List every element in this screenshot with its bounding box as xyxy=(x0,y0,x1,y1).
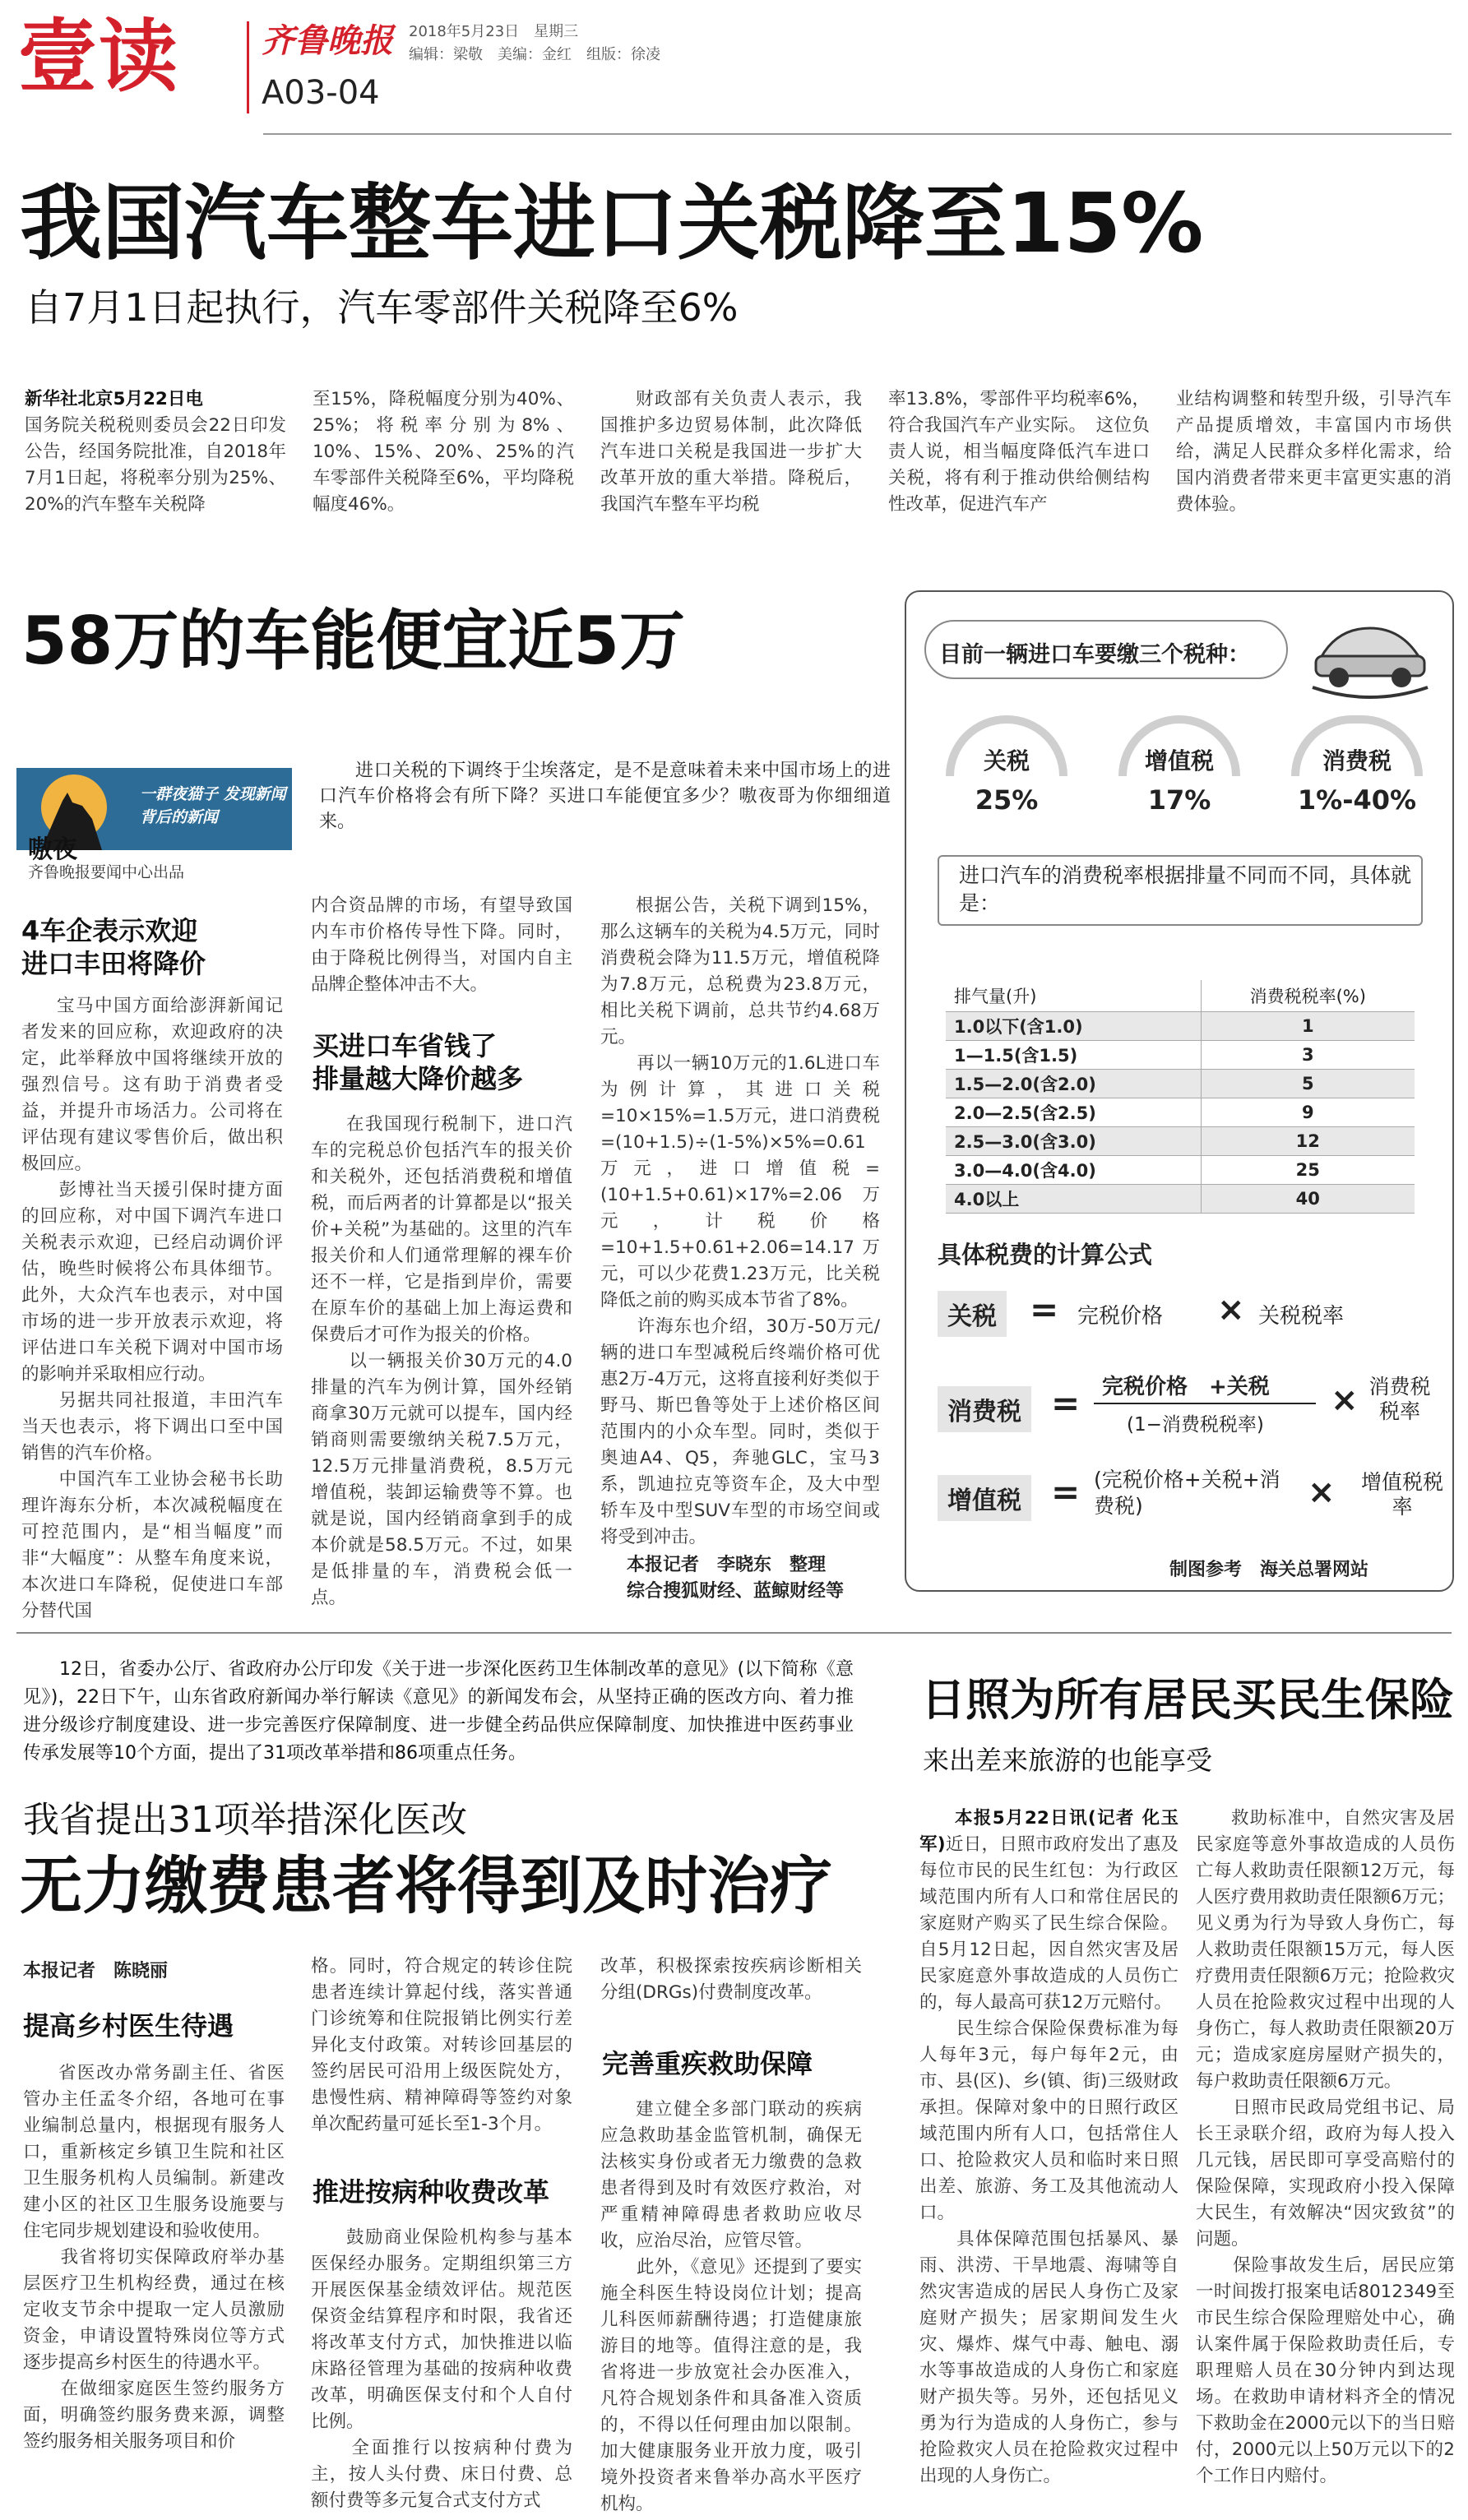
section-rule xyxy=(16,1632,1452,1634)
consumption-tax-table xyxy=(946,980,1415,1214)
table-row: 3.0—4.0(含4.0) 25 xyxy=(946,1155,1415,1184)
column-name: 嗷夜 xyxy=(28,835,77,864)
story1-headline: 我国汽车整车进口关税降至15% xyxy=(20,175,1204,271)
story2-headline: 58万的车能便宜近5万 xyxy=(21,603,685,679)
story1-subhead: 自7月1日起执行，汽车零部件关税降至6% xyxy=(25,285,739,330)
story3-col2b: 鼓励商业保险机构参与基本医保经办服务。定期组织第三方开展医保基金绩效评估。规范医保资金结算程序和时限，我省还将改革支付方式，加快推进以临床路径管理为基础的按病种收费改革，明确医保支付和个人自付比例。 全面推行以按病种付费为主，按人头付费、床日付费、总额付费等多元复合式支付方式 xyxy=(311,2227,572,2511)
story2-byline2: 综合搜狐财经、蓝鲸财经等 xyxy=(627,1581,845,1602)
dateline: 新华社北京5月22日电 xyxy=(25,389,203,409)
story3-col1: 省医改办常务副主任、省医管办主任孟冬介绍，各地可在事业编制总量内，根据现有服务人口，重新核定乡镇卫生院和社区卫生服务机构人员编制。新建改建小区的社区卫生服务设施要与住宅同步规划建设和验收使用。 我省将切实保障政府举办基层医疗卫生机构经费，通过在核定收支节余中提取一定人员激励资金，申请设置特殊岗位等方式逐步提高乡村医生的待遇水平。 在做细家庭医生签约服务方面，明确签约服务费来源，调整签约服务相关服务项目和价 xyxy=(23,2063,285,2452)
car-hand-icon xyxy=(1304,608,1436,699)
masthead-rule xyxy=(263,133,1452,135)
table-row: 1.0以下(含1.0) 1 xyxy=(946,1011,1415,1040)
table-row: 4.0以上 40 xyxy=(946,1184,1415,1213)
tax-card-vat: 增值税 17% xyxy=(1118,715,1240,816)
paper-logo: 齐鲁晚报 xyxy=(262,21,393,60)
story3-byline: 本报记者 陈晓丽 xyxy=(23,1961,169,1981)
formula-consumption: 消费税 = 完税价格 +关税 (1−消费税税率) × 消费税税率 xyxy=(938,1368,1447,1442)
table-row: 2.5—3.0(含3.0) 12 xyxy=(946,1126,1415,1155)
formula-title: 具体税费的计算公式 xyxy=(938,1241,1153,1269)
story1-col2: 至15%，降税幅度分别为40%、25%；将税率分别为8%、10%、15%、20%、25%的汽车零部件关税降至6%，平均降税幅度46%。 xyxy=(313,389,574,515)
story1-col5: 业结构调整和转型升级，引导汽车产品提质增效，丰富国内市场供给，满足人民群众多样化需求，给国内消费者带来更丰富更实惠的消费体验。 xyxy=(1176,389,1452,515)
story1-col3: 财政部有关负责人表示，我国推护多边贸易体制，此次降低汽车进口关税是我国进一步扩大改革开放的重大举措。降税后，我国汽车整车平均税 xyxy=(600,389,862,515)
story2-byline1: 本报记者 李晓东 整理 xyxy=(627,1555,827,1575)
masthead-divider xyxy=(247,21,249,113)
column-banner-text: 一群夜猫子 发现新闻背后的新闻 xyxy=(140,785,286,826)
table-row: 1—1.5(含1.5) 3 xyxy=(946,1040,1415,1069)
story3-sub2: 推进按病种收费改革 xyxy=(313,2176,550,2208)
infographic-note: 进口汽车的消费税率根据排量不同而不同，具体就是： xyxy=(959,863,1412,915)
story4-headline: 日照为所有居民买民生保险 xyxy=(921,1674,1454,1726)
formula-vat: 增值税 = (完税价格+关税+消费税) × 增值税税率 xyxy=(938,1463,1447,1537)
story3-col3b: 建立健全多部门联动的疾病应急救助基金监管机制，确保无法核实身份或者无力缴费的急救患者得到及时有效医疗救治，对严重精神障碍患者救助应收尽收，应治尽治，应管尽管。 此外，《意见》还提到了要实施全科医生特设岗位计划；提高儿科医师薪酬待遇；打造健康旅游目的地等。值得注意的是，我省将进一步放宽社会办医准入，凡符合规划条件和具备准入资质的，不得以任何理由加以限制。加大健康服务业开放力度，吸引境外投资者来鲁举办高水平医疗机构。 xyxy=(600,2099,862,2514)
story2-colB1: 内合资品牌的市场，有望导致国内车市价格传导性下降。同时，由于降税比例得当，对国内自主品牌企整体冲击不大。 xyxy=(311,895,572,995)
story1-col4: 率13.8%，零部件平均税率6%，符合我国汽车产业实际。 这位负责人说，相当幅度降低汽车进口关税，将有利于推动供给侧结构性改革，促进汽车产 xyxy=(888,389,1150,515)
story1-col1-text: 国务院关税税则委员会22日印发公告，经国务院批准，自2018年7月1日起，将税率分别为25%、20%的汽车整车关税降 xyxy=(25,415,286,515)
story3-intro: 12日，省委办公厅、省政府办公厅印发《关于进一步深化医药卫生体制改革的意见》(以下简称《意见》)，22日下午，山东省政府新闻办举行解读《意见》的新闻发布会，从坚持正确的医改方向、着力推进分级诊疗制度建设、进一步完善医疗保障制度、进一步健全药品供应保障制度、加快推进中医药事业传承发展等10个方面，提出了31项改革举措和86项重点任务。 xyxy=(23,1659,854,1764)
story4-col1 xyxy=(919,1806,1179,2504)
story3-headline: 无力缴费患者将得到及时治疗 xyxy=(20,1849,832,1922)
tax-card-consumption: 消费税 1%-40% xyxy=(1291,715,1423,816)
infographic-source: 制图参考 海关总署网站 xyxy=(1169,1560,1369,1580)
section-title: 壹读 xyxy=(18,11,179,103)
story2-sub2-line1: 买进口车省钱了 xyxy=(313,1030,498,1061)
story2-intro: 进口关税的下调终于尘埃落定，是不是意味着未来中国市场上的进口汽车价格将会有所下降？买进口车能便宜多少？嗷夜哥为你细细道来。 xyxy=(319,761,891,832)
story4-dateline: 本报5月22日讯(记者 化玉军) xyxy=(919,1808,1179,1855)
infographic-title: 目前一辆进口车要缴三个税种： xyxy=(939,642,1250,668)
table-row: 2.0—2.5(含2.5) 9 xyxy=(946,1098,1415,1126)
tax-infographic xyxy=(905,590,1454,1592)
story2-sub1-line1: 4车企表示欢迎 xyxy=(21,915,198,946)
table-header: 排气量(升) xyxy=(946,980,1201,1011)
table-row: 1.5—2.0(含2.0) 5 xyxy=(946,1069,1415,1098)
editors-credit: 编辑：梁敬 美编：金红 组版：徐凌 xyxy=(409,46,660,63)
story2-colC: 根据公告，关税下调到15%，那么这辆车的关税为4.5万元，同时消费税会降为11.5万元，增值税降为7.8万元，总税费为23.8万元，相比关税下调前，总共节约4.68万元。 再以一辆10万元的1.6L进口车为例计算，其进口关税=10×15%=1.5万元，进口消费税=(10+1.5)÷(1-5%)×5%=0.61万元，进口增值税=(10+1.5+0.61)×17%=2.06万元，计税价格=10+1.5+0.61+2.06=14.17万元，可以少花费1.23万元，比关税降低之前的购买成本节省了8%。 许海东也介绍，30万-50万元/辆的进口车型减税后终端价格可优惠2万-4万元，这将直接利好类似于野马、斯巴鲁等处于上述价格区间范围内的小众车型。同时，类似于奥迪A4、Q5，奔驰GLC，宝马3系，凯迪拉克等资车企，及大中型轿车及中型SUV车型的市场空间或将受到冲击。 xyxy=(600,895,880,1547)
story1-col1 xyxy=(25,386,286,526)
page-number: A03-04 xyxy=(262,74,380,112)
table-header: 消费税税率(%) xyxy=(1201,980,1415,1011)
story2-colB2: 在我国现行税制下，进口汽车的完税总价包括汽车的报关价和关税外，还包括消费税和增值税，而后两者的计算都是以“报关价+关税”为基础的。这里的汽车报关价和人们通常理解的裸车价还不一样，它是指到岸价，需要在原车价的基础上加上海运费和保费后才可作为报关的价格。 以一辆报关价30万元的4.0排量的汽车为例计算，国外经销商拿30万元就可以提车，国内经销商则需要缴纳关税7.5万元，12.5万元排量消费税，8.5万元增值税，装卸运输费等不算。也就是说，国内经销商拿到手的成本价就是58.5万元。不过，如果是低排量的车，消费税会低一点。 xyxy=(311,1114,572,1608)
story3-col3a: 改革，积极探索按疾病诊断相关分组(DRGs)付费制度改革。 xyxy=(600,1956,862,2003)
story3-sub1: 提高乡村医生待遇 xyxy=(23,2010,234,2041)
formula-customs: 关税 = 完税价格 × 关税税率 xyxy=(938,1291,1431,1340)
story3-col2a: 格。同时，符合规定的转诊住院患者连续计算起付线，落实普通门诊统筹和住院报销比例实行差异化支付政策。对转诊回基层的签约居民可沿用上级医院处方，患慢性病、精神障碍等签约对象单次配药量可延长至1-3个月。 xyxy=(311,1956,572,2134)
story4-subhead: 来出差来旅游的也能享受 xyxy=(923,1745,1213,1776)
story2-sub2-line2: 排量越大降价越多 xyxy=(313,1063,524,1094)
story4-col1-text: 近日，日照市政府发出了惠及每位市民的民生红包：为行政区域范围内所有人口和常住居民的家庭财产购买了民生综合保险。自5月12日起，因自然灾害及居民家庭意外事故造成的人员伤亡的，每人最高可获12万元赔付。 民生综合保险保费标准为每人每年3元，每户每年2元，由市、县(区)、乡(镇、街)三级财政承担。保障对象中的日照行政区域范围内所有人口，包括常住人口、抢险救灾人员和临时来日照出差、旅游、务工及其他流动人口。 具体保障范围包括暴风、暴雨、洪涝、干旱地震、海啸等自然灾害造成的居民人身伤亡及家庭财产损失；居家期间发生火灾、爆炸、煤气中毒、触电、溺水等事故造成的人身伤亡和家庭财产损失等。另外，还包括见义勇为行为造成的人身伤亡，参与抢险救灾人员在抢险救灾过程中出现的人身伤亡。 xyxy=(919,1834,1179,2486)
issue-date: 2018年5月23日 星期三 xyxy=(409,23,579,40)
story2-colA: 宝马中国方面给澎湃新闻记者发来的回应称，欢迎政府的决定，此举释放中国将继续开放的强烈信号。这有助于消费者受益，并提升市场活力。公司将在评估现有建议零售价后，做出积极回应。 彭博社当天援引保时捷方面的回应称，对中国下调汽车进口关税表示欢迎，已经启动调价评估，晚些时候将公布具体细节。此外，大众汽车也表示，对中国市场的进一步开放表示欢迎，将评估进口车关税下调对中国市场的影响并采取相应行动。 另据共同社报道，丰田汽车当天也表示，将下调出口至中国销售的汽车价格。 中国汽车工业协会秘书长助理许海东分析，本次减税幅度在可控范围内，是“相当幅度”而非“大幅度”：从整车角度来说，本次进口车降税，促使进口车部分替代国 xyxy=(21,996,283,1621)
story2-sub1-line2: 进口丰田将降价 xyxy=(21,948,206,979)
tax-card-customs: 关税 25% xyxy=(946,715,1067,816)
story3-sub3: 完善重疾救助保障 xyxy=(602,2048,813,2079)
column-credit: 齐鲁晚报要闻中心出品 xyxy=(28,863,185,881)
story3-kicker: 我省提出31项举措深化医改 xyxy=(23,1799,467,1841)
story4-col2: 救助标准中，自然灾害及居民家庭等意外事故造成的人员伤亡每人救助责任限额12万元，每人医疗费用救助责任限额6万元；见义勇为行为导致人身伤亡，每人救助责任限额15万元，每人医疗费用责任限额6万元；抢险救灾人员在抢险救灾过程中出现的人身伤亡，每人救助责任限额20万元；造成家庭房屋财产损失的，每户救助责任限额6万元。 日照市民政局党组书记、局长王录联介绍，政府为每人投入几元钱，居民即可享受高赔付的保险保障，实现政府小投入保障大民生，有效解决“因灾致贫”的问题。 保险事故发生后，居民应第一时间拨打报案电话8012349至市民生综合保险理赔处中心，确认案件属于保险救助责任后，专职理赔人员在30分钟内到达现场。在救助申请材料齐全的情况下救助金在2000元以下的当日赔付，2000元以上50万元以下的2个工作日内赔付。 xyxy=(1196,1808,1455,2486)
